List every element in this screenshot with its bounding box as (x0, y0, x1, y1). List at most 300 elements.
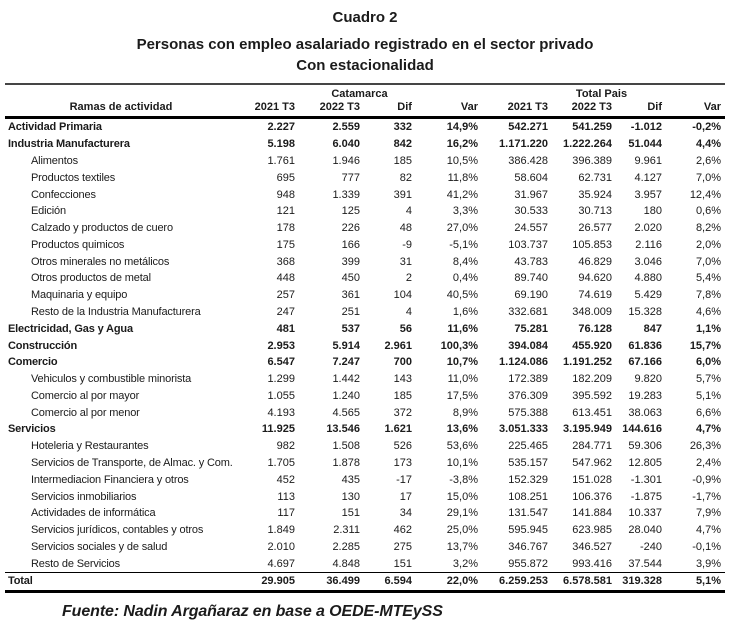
cell-value: 1.240 (332, 389, 360, 402)
cell-value: 226 (341, 222, 360, 235)
cell-value: 595.945 (508, 524, 548, 537)
cell-value: -3,8% (449, 473, 478, 486)
cell-value: 26.577 (578, 222, 612, 235)
cell-value: 143 (393, 373, 412, 386)
cell-value: 46.829 (578, 255, 612, 268)
cell-value: -9 (402, 238, 412, 251)
cell-value: 526 (393, 440, 412, 453)
group-header-catamarca: Catamarca (331, 88, 388, 100)
cell-value: 48 (399, 222, 412, 235)
cell-value: 1.621 (384, 423, 412, 436)
column-header-pais-2022: 2022 T3 (552, 100, 616, 118)
cell-value: 15,0% (446, 490, 478, 503)
cell-value: 11,0% (447, 373, 478, 386)
cell-value: 332 (393, 121, 412, 134)
row-label: Actividades de informática (30, 507, 156, 520)
row-label: Servicios inmobiliarios (30, 490, 137, 503)
row-label: Edición (30, 205, 66, 218)
cell-value: 53,6% (446, 440, 478, 453)
cell-value: 623.985 (572, 524, 612, 537)
cell-value: 7,8% (695, 289, 722, 302)
cell-value: 993.416 (572, 557, 612, 570)
cell-value: -1,7% (692, 490, 722, 503)
cell-value: 575.388 (508, 406, 548, 419)
cell-value: 2,0% (695, 238, 722, 251)
table-row (5, 186, 725, 203)
cell-value: -0,2% (692, 121, 722, 134)
cell-value: 31 (399, 255, 412, 268)
cell-value: 4.880 (634, 272, 662, 285)
cell-value: 121 (276, 205, 295, 218)
cell-value: 695 (276, 171, 295, 184)
cell-value: 8,4% (452, 255, 478, 268)
table-row (5, 522, 725, 539)
cell-value: 117 (277, 507, 295, 520)
cell-value: 541.259 (572, 121, 612, 134)
cell-value: 10.337 (628, 507, 662, 520)
cell-value: 12,4% (689, 188, 722, 201)
table-row (5, 320, 725, 337)
row-label: Productos quimicos (30, 238, 125, 251)
cell-value: 28.040 (628, 524, 662, 537)
cell-value: 2.953 (267, 339, 295, 352)
cell-value: 29,1% (446, 507, 478, 520)
total-row (5, 573, 725, 592)
cell-value: 141.884 (572, 507, 612, 520)
cell-value: 955.872 (508, 557, 548, 570)
column-header-pais-var: Var (666, 100, 725, 118)
row-label: Resto de Servicios (30, 557, 120, 570)
cell-value: 22,0% (416, 573, 482, 592)
cell-value: 82 (399, 171, 412, 184)
cell-value: 30.713 (578, 205, 612, 218)
cell-value: 2 (405, 272, 412, 285)
cell-value: 144.616 (622, 423, 662, 436)
cell-value: 361 (341, 289, 360, 302)
column-header-cat-var: Var (416, 100, 482, 118)
cell-value: 6.547 (267, 356, 295, 369)
cell-value: 10,1% (446, 457, 478, 470)
table-row (5, 471, 725, 488)
cell-value: 1.191.252 (563, 356, 612, 369)
row-label: Comercio al por mayor (30, 389, 140, 402)
cell-value: 4.127 (634, 171, 662, 184)
cell-value: 372 (393, 406, 412, 419)
cell-value: 1.705 (267, 457, 295, 470)
cell-value: 1.124.086 (499, 356, 548, 369)
cell-value: 2.010 (267, 540, 295, 553)
table-row (5, 488, 725, 505)
cell-value: 11,6% (447, 322, 478, 335)
cell-value: 24.557 (514, 222, 548, 235)
cell-value: 151.028 (572, 473, 612, 486)
row-label: Construcción (7, 339, 78, 352)
cell-value: 346.767 (508, 540, 548, 553)
cell-value: 4,4% (695, 138, 722, 151)
cell-value: 2,6% (695, 154, 722, 167)
cell-value: 43.783 (514, 255, 548, 268)
table-row (5, 337, 725, 354)
cell-value: 1.055 (267, 389, 295, 402)
cell-value: 182.209 (572, 373, 612, 386)
cell-value: 59.306 (628, 440, 662, 453)
cell-value: 5,1% (695, 389, 722, 402)
row-label: Calzado y productos de cuero (30, 222, 173, 235)
cell-value: 104 (393, 289, 412, 302)
cell-value: 9.820 (634, 373, 662, 386)
cell-value: 35.924 (578, 188, 612, 201)
cell-value: 2,4% (695, 457, 722, 470)
cell-value: 29.905 (241, 573, 299, 592)
cell-value: 7,9% (695, 507, 722, 520)
column-header-pais-dif: Dif (616, 100, 666, 118)
cell-value: 5.429 (634, 289, 662, 302)
cell-value: 982 (276, 440, 295, 453)
cell-value: 399 (341, 255, 360, 268)
row-label: Otros minerales no metálicos (30, 255, 170, 268)
cell-value: 36.499 (299, 573, 364, 592)
cell-value: 180 (643, 205, 662, 218)
cell-value: 103.737 (508, 238, 548, 251)
row-label: Actividad Primaria (7, 121, 102, 134)
row-label: Confecciones (30, 188, 96, 201)
cell-value: 31.967 (514, 188, 548, 201)
table-row (5, 118, 725, 136)
cell-value: 5,1% (666, 573, 725, 592)
cell-value: 69.190 (514, 289, 548, 302)
row-label: Alimentos (30, 154, 78, 167)
cell-value: 5,4% (695, 272, 722, 285)
cell-value: 2.311 (333, 524, 360, 537)
table-row (5, 253, 725, 270)
table-number-title: Cuadro 2 (332, 9, 398, 26)
row-label: Electricidad, Gas y Agua (7, 322, 133, 335)
cell-value: 6.040 (332, 138, 360, 151)
cell-value: 284.771 (572, 440, 612, 453)
cell-value: 4,6% (695, 305, 722, 318)
employment-table (5, 83, 725, 593)
cell-value: 16,2% (446, 138, 478, 151)
cell-value: 58.604 (514, 171, 548, 184)
cell-value: 8,9% (452, 406, 478, 419)
table-row (5, 270, 725, 287)
table-row (5, 555, 725, 572)
cell-value: 2.961 (384, 339, 412, 352)
cell-value: 10,5% (446, 154, 478, 167)
cell-value: 4 (405, 205, 412, 218)
row-label: Hoteleria y Restaurantes (30, 440, 149, 453)
cell-value: 4.193 (267, 406, 295, 419)
row-label: Total (5, 573, 241, 592)
cell-value: 151 (393, 557, 412, 570)
cell-value: 2.116 (635, 238, 662, 251)
cell-value: 1.849 (267, 524, 295, 537)
cell-value: 185 (393, 154, 412, 167)
cell-value: 1.222.264 (563, 138, 612, 151)
cell-value: 1.878 (332, 457, 360, 470)
cell-value: 3.051.333 (499, 423, 548, 436)
cell-value: 3.957 (634, 188, 662, 201)
cell-value: 3,2% (452, 557, 478, 570)
cell-value: 7,0% (695, 255, 722, 268)
cell-value: 5.198 (267, 138, 295, 151)
cell-value: -0,1% (692, 540, 722, 553)
cell-value: 178 (276, 222, 295, 235)
table-row (5, 388, 725, 405)
cell-value: 842 (393, 138, 412, 151)
cell-value: 152.329 (508, 473, 548, 486)
cell-value: 15.328 (628, 305, 662, 318)
cell-value: 391 (393, 188, 412, 201)
cell-value: 173 (393, 457, 412, 470)
cell-value: 448 (276, 272, 295, 285)
cell-value: 3.046 (634, 255, 662, 268)
cell-value: 172.389 (508, 373, 548, 386)
cell-value: 348.009 (572, 305, 612, 318)
row-label: Servicios de Transporte, de Almac. y Com. (30, 457, 233, 470)
table-row (5, 371, 725, 388)
cell-value: 386.428 (508, 154, 548, 167)
cell-value: 4,7% (695, 524, 722, 537)
cell-value: 4.848 (332, 557, 360, 570)
cell-value: 5.914 (332, 339, 360, 352)
cell-value: 27,0% (446, 222, 478, 235)
cell-value: 15,7% (689, 339, 722, 352)
cell-value: 1,6% (452, 305, 478, 318)
cell-value: 13,7% (446, 540, 478, 553)
cell-value: 247 (276, 305, 295, 318)
table-subtitle: Con estacionalidad (296, 57, 434, 74)
table-row (5, 236, 725, 253)
cell-value: 1,1% (695, 322, 722, 335)
cell-value: 37.544 (628, 557, 662, 570)
cell-value: 67.166 (628, 356, 662, 369)
cell-value: 394.084 (508, 339, 548, 352)
cell-value: 34 (399, 507, 412, 520)
cell-value: 108.251 (508, 490, 548, 503)
cell-value: 948 (276, 188, 295, 201)
cell-value: 4.565 (332, 406, 360, 419)
row-label: Industria Manufacturera (7, 138, 130, 151)
cell-value: 1.299 (267, 373, 295, 386)
table-row (5, 203, 725, 220)
cell-value: 481 (276, 322, 295, 335)
cell-value: 435 (341, 473, 360, 486)
row-label: Servicios sociales y de salud (30, 540, 168, 553)
cell-value: 613.451 (572, 406, 612, 419)
cell-value: 51.044 (628, 138, 662, 151)
cell-value: 0,6% (695, 205, 722, 218)
table-row (5, 304, 725, 321)
cell-value: 3,9% (695, 557, 722, 570)
cell-value: 376.309 (508, 389, 548, 402)
cell-value: 17,5% (446, 389, 478, 402)
table-row (5, 153, 725, 170)
cell-value: 7,0% (695, 171, 722, 184)
cell-value: 1.171.220 (499, 138, 548, 151)
row-label: Servicios (7, 423, 56, 436)
column-header-cat-2022: 2022 T3 (299, 100, 364, 118)
cell-value: 275 (393, 540, 412, 553)
table-row (5, 220, 725, 237)
cell-value: 11.925 (261, 423, 295, 436)
cell-value: 319.328 (616, 573, 666, 592)
cell-value: 225.465 (508, 440, 548, 453)
table-titles (0, 9, 730, 74)
cell-value: 396.389 (572, 154, 612, 167)
table-row (5, 539, 725, 556)
cell-value: 12.805 (628, 457, 662, 470)
row-label: Intermediacion Financiera y otros (30, 473, 189, 486)
table-row (5, 136, 725, 153)
row-label: Otros productos de metal (30, 272, 151, 285)
cell-value: 94.620 (578, 272, 612, 285)
group-header-total-pais: Total Pais (575, 88, 628, 100)
cell-value: 5,7% (695, 373, 722, 386)
cell-value: 76.128 (578, 322, 612, 335)
cell-value: 106.376 (572, 490, 612, 503)
row-label: Resto de la Industria Manufacturera (30, 305, 201, 318)
cell-value: 3,3% (452, 205, 478, 218)
cell-value: 6.594 (364, 573, 416, 592)
cell-value: 185 (393, 389, 412, 402)
cell-value: 700 (393, 356, 412, 369)
cell-value: 25,0% (446, 524, 478, 537)
cell-value: 547.962 (572, 457, 612, 470)
cell-value: 11,8% (447, 171, 478, 184)
cell-value: 6,0% (695, 356, 722, 369)
cell-value: 6.259.253 (482, 573, 552, 592)
row-label: Maquinaria y equipo (30, 289, 128, 302)
cell-value: 19.283 (628, 389, 662, 402)
cell-value: 100,3% (440, 339, 478, 352)
cell-value: 40,5% (446, 289, 478, 302)
cell-value: 13.546 (326, 423, 360, 436)
table-row (5, 438, 725, 455)
column-header-row (5, 100, 725, 118)
cell-value: 847 (643, 322, 662, 335)
table-row (5, 404, 725, 421)
cell-value: -1.875 (630, 490, 662, 503)
row-label: Productos textiles (30, 171, 116, 184)
cell-value: 38.063 (628, 406, 662, 419)
cell-value: 125 (341, 205, 360, 218)
cell-value: 105.853 (572, 238, 612, 251)
row-label: Comercio (7, 356, 58, 369)
cell-value: 4,7% (695, 423, 722, 436)
table-row (5, 455, 725, 472)
cell-value: 41,2% (446, 188, 478, 201)
cell-value: 1.761 (267, 154, 295, 167)
cell-value: 542.271 (508, 121, 548, 134)
group-header-row (5, 84, 725, 100)
cell-value: 368 (276, 255, 295, 268)
row-label: Vehiculos y combustible minorista (30, 373, 192, 386)
cell-value: 56 (399, 322, 412, 335)
cell-value: 535.157 (508, 457, 548, 470)
cell-value: -1.301 (630, 473, 662, 486)
column-header-cat-2021: 2021 T3 (241, 100, 299, 118)
table-row (5, 287, 725, 304)
cell-value: 89.740 (514, 272, 548, 285)
cell-value: 8,2% (695, 222, 722, 235)
cell-value: 9.961 (634, 154, 662, 167)
cell-value: 1.508 (332, 440, 360, 453)
cell-value: 332.681 (508, 305, 548, 318)
cell-value: 30.533 (514, 205, 548, 218)
table-row (5, 505, 725, 522)
cell-value: 113 (277, 490, 295, 503)
cell-value: 61.836 (628, 339, 662, 352)
cell-value: 17 (399, 490, 412, 503)
cell-value: 6.578.581 (552, 573, 616, 592)
cell-value: 7.247 (332, 356, 360, 369)
cell-value: 452 (276, 473, 295, 486)
cell-value: 1.442 (332, 373, 360, 386)
cell-value: 130 (341, 490, 360, 503)
row-label: Servicios jurídicos, contables y otros (30, 524, 204, 537)
cell-value: 131.547 (508, 507, 548, 520)
cell-value: 175 (276, 238, 295, 251)
cell-value: -5,1% (449, 238, 478, 251)
cell-value: -0,9% (692, 473, 722, 486)
cell-value: 251 (341, 305, 360, 318)
column-header-ramas: Ramas de actividad (5, 100, 241, 118)
cell-value: 151 (341, 507, 360, 520)
column-header-pais-2021: 2021 T3 (482, 100, 552, 118)
cell-value: 6,6% (695, 406, 722, 419)
cell-value: 2.559 (332, 121, 360, 134)
cell-value: 4.697 (267, 557, 295, 570)
cell-value: 13,6% (446, 423, 478, 436)
cell-value: 0,4% (452, 272, 478, 285)
source-note: Fuente: Nadin Argañaraz en base a OEDE-MTEySS (62, 602, 443, 620)
cell-value: 2.020 (634, 222, 662, 235)
row-label: Comercio al por menor (30, 406, 140, 419)
cell-value: -240 (639, 540, 662, 553)
cell-value: 395.592 (572, 389, 612, 402)
table-row (5, 169, 725, 186)
group-header-spacer (5, 84, 241, 100)
cell-value: 455.920 (572, 339, 612, 352)
cell-value: -17 (396, 473, 412, 486)
cell-value: 75.281 (514, 322, 548, 335)
cell-value: 166 (341, 238, 360, 251)
cell-value: 1.946 (332, 154, 360, 167)
table-main-title: Personas con empleo asalariado registrado en el sector privado (136, 36, 594, 53)
cell-value: 3.195.949 (563, 423, 612, 436)
cell-value: 14,9% (446, 121, 478, 134)
cell-value: 346.527 (572, 540, 612, 553)
cell-value: 4 (405, 305, 412, 318)
cell-value: 74.619 (578, 289, 612, 302)
cell-value: 777 (341, 171, 360, 184)
cell-value: 450 (341, 272, 360, 285)
cell-value: 1.339 (332, 188, 360, 201)
cell-value: 26,3% (689, 440, 722, 453)
table-row (5, 421, 725, 438)
cell-value: 462 (393, 524, 412, 537)
cell-value: 2.285 (332, 540, 360, 553)
cell-value: -1.012 (630, 121, 662, 134)
table-row (5, 354, 725, 371)
cell-value: 2.227 (267, 121, 295, 134)
cell-value: 62.731 (578, 171, 612, 184)
column-header-cat-dif: Dif (364, 100, 416, 118)
cell-value: 537 (341, 322, 360, 335)
table-body (5, 118, 725, 592)
cell-value: 257 (276, 289, 295, 302)
